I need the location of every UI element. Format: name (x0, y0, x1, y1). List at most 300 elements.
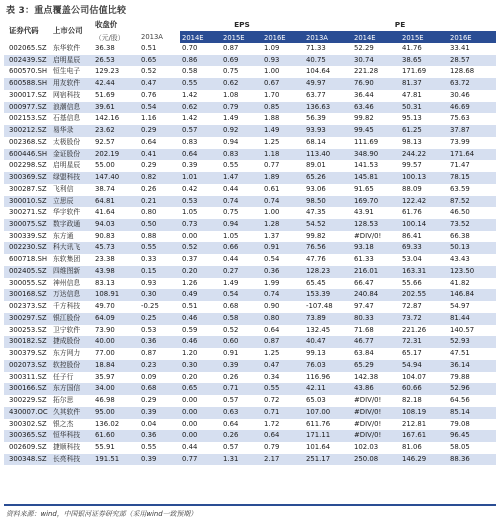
pe-2014-cell: 63.46 (352, 102, 400, 114)
close-price-cell: 39.61 (93, 102, 139, 114)
pe-2014-cell: 63.84 (352, 348, 400, 360)
pe-2015-cell: 146.29 (400, 454, 448, 466)
stock-code-cell: 002230.SZ (4, 242, 53, 254)
pe-2015-cell: 41.76 (400, 43, 448, 55)
pe-2015-cell: 88.09 (400, 184, 448, 196)
eps-2013-cell: 0.80 (139, 207, 180, 219)
eps-2014-cell: 0.58 (180, 66, 221, 78)
table-row (4, 78, 496, 90)
eps-2016-cell: 0.80 (262, 313, 304, 325)
eps-2015-cell: 1.05 (221, 231, 262, 243)
eps-2015-cell: 0.94 (221, 219, 262, 231)
close-price-cell: 26.53 (93, 55, 139, 67)
pe-2014-cell: #DIV/0! (352, 407, 400, 419)
eps-2014-cell: 0.64 (180, 149, 221, 161)
close-price-cell: 92.57 (93, 137, 139, 149)
table-row (4, 383, 496, 395)
eps-2013-cell: 0.21 (139, 196, 180, 208)
pe-2014-cell: 348.90 (352, 149, 400, 161)
pe-2014-cell: 221.28 (352, 66, 400, 78)
pe-2014-cell: 66.47 (352, 278, 400, 290)
pe-2015-cell: 53.04 (400, 254, 448, 266)
pe-2016-cell: 43.43 (448, 254, 496, 266)
pe-2015-cell: 100.14 (400, 219, 448, 231)
pe-2013-cell: 98.50 (304, 196, 352, 208)
eps-2015-cell: 0.55 (221, 160, 262, 172)
pe-2013-cell: 40.75 (304, 55, 352, 67)
pe-2015-cell: 95.13 (400, 113, 448, 125)
pe-2015-cell: 163.31 (400, 266, 448, 278)
pe-2014-cell: 169.70 (352, 196, 400, 208)
table-row (4, 113, 496, 125)
table-row (4, 442, 496, 454)
pe-2014-cell: 30.74 (352, 55, 400, 67)
stock-code-cell: 002405.SZ (4, 266, 53, 278)
pe-2014-cell: 128.53 (352, 219, 400, 231)
eps-2015-cell: 0.57 (221, 442, 262, 454)
company-name-cell: 千方科技 (53, 301, 93, 313)
eps-2013-cell: 0.82 (139, 172, 180, 184)
stock-code-cell: 600570.SH (4, 66, 53, 78)
stock-code-cell: 300271.SZ (4, 207, 53, 219)
pe-2013-cell: 89.01 (304, 160, 352, 172)
stock-code-cell: 600718.SH (4, 254, 53, 266)
eps-2015-cell: 0.63 (221, 407, 262, 419)
close-price-cell: 136.02 (93, 419, 139, 431)
eps-2014-cell: 0.37 (180, 254, 221, 266)
stock-code-cell: 300379.SZ (4, 348, 53, 360)
close-price-cell: 55.91 (93, 442, 139, 454)
close-price-cell: 95.00 (93, 407, 139, 419)
pe-2015-cell: 221.26 (400, 325, 448, 337)
stock-code-cell: 300339.SZ (4, 231, 53, 243)
company-name-cell: 长亮科技 (53, 454, 93, 466)
pe-2014-cell: 145.81 (352, 172, 400, 184)
eps-2014-cell: 0.77 (180, 454, 221, 466)
pe-2016-cell: 33.41 (448, 43, 496, 55)
pe-2014-cell: #DIV/0! (352, 419, 400, 431)
stock-code-cell: 300287.SZ (4, 184, 53, 196)
pe-2013-cell: 68.14 (304, 137, 352, 149)
eps-2013-cell: 0.50 (139, 219, 180, 231)
eps-2013-cell: 1.16 (139, 113, 180, 125)
table-row (4, 184, 496, 196)
eps-2013-cell: 0.76 (139, 90, 180, 102)
pe-2015-cell: 122.42 (400, 196, 448, 208)
stock-code-cell: 300212.SZ (4, 125, 53, 137)
eps-2014-cell: 1.26 (180, 278, 221, 290)
eps-2016-cell: 0.64 (262, 325, 304, 337)
eps-2015-cell: 0.54 (221, 289, 262, 301)
header-code: 证券代码 (4, 17, 53, 43)
eps-2013-cell: 0.04 (139, 419, 180, 431)
pe-2014-cell: 216.01 (352, 266, 400, 278)
pe-2013-cell: 76.56 (304, 242, 352, 254)
stock-code-cell: 300182.SZ (4, 336, 53, 348)
eps-2013-cell: 0.88 (139, 231, 180, 243)
source-note: 资料来源：wind，中国银河证券研究部（采用wind一致预期） (6, 510, 198, 518)
eps-2013-cell: 0.93 (139, 278, 180, 290)
eps-2013-cell: 0.39 (139, 454, 180, 466)
pe-2015-cell: 73.72 (400, 313, 448, 325)
close-price-cell: 45.73 (93, 242, 139, 254)
eps-2014-cell: 0.42 (180, 184, 221, 196)
company-name-cell: 飞利信 (53, 184, 93, 196)
pe-2016-cell: 96.45 (448, 430, 496, 442)
close-price-cell: 43.98 (93, 266, 139, 278)
table-row (4, 348, 496, 360)
eps-2015-cell: 0.57 (221, 395, 262, 407)
eps-2014-cell: 0.20 (180, 372, 221, 384)
eps-2014-cell: 1.05 (180, 207, 221, 219)
table-row (4, 231, 496, 243)
eps-2014-cell: 0.65 (180, 383, 221, 395)
close-price-cell: 42.44 (93, 78, 139, 90)
pe-2015-cell: 98.13 (400, 137, 448, 149)
eps-2014-cell: 1.01 (180, 172, 221, 184)
company-name-cell: 恒生电子 (53, 66, 93, 78)
close-price-cell: 202.19 (93, 149, 139, 161)
pe-2016-cell: 79.88 (448, 372, 496, 384)
stock-code-cell: 002439.SZ (4, 55, 53, 67)
pe-2016-cell: 73.52 (448, 219, 496, 231)
pe-2013-cell: 65.03 (304, 395, 352, 407)
eps-2015-cell: 0.74 (221, 196, 262, 208)
table-row (4, 149, 496, 161)
pe-2014-cell: 43.86 (352, 383, 400, 395)
table-row (4, 430, 496, 442)
eps-2016-cell: 1.00 (262, 66, 304, 78)
table-row (4, 55, 496, 67)
close-price-cell: 94.03 (93, 219, 139, 231)
pe-2016-cell: 66.38 (448, 231, 496, 243)
header-eps: EPS (180, 17, 304, 32)
table-title: 表 3：重点覆盖公司估值比较 (6, 6, 127, 16)
pe-2016-cell: 63.72 (448, 78, 496, 90)
table-row (4, 66, 496, 78)
pe-2016-cell: 54.97 (448, 301, 496, 313)
company-name-cell: 金证股份 (53, 149, 93, 161)
stock-code-cell: 300348.SZ (4, 454, 53, 466)
pe-2016-cell: 87.52 (448, 196, 496, 208)
header-eps-2013: 2013A (139, 32, 180, 44)
stock-code-cell: 300365.SZ (4, 430, 53, 442)
header-pe-2013: 2013A (304, 32, 352, 44)
pe-2014-cell: 36.44 (352, 90, 400, 102)
stock-code-cell: 300253.SZ (4, 325, 53, 337)
eps-2016-cell: 0.77 (262, 160, 304, 172)
eps-2016-cell: 0.72 (262, 395, 304, 407)
header-blank (139, 17, 180, 32)
eps-2016-cell: 0.87 (262, 336, 304, 348)
stock-code-cell: 002153.SZ (4, 113, 53, 125)
eps-2014-cell: 1.42 (180, 113, 221, 125)
close-price-cell: 46.98 (93, 395, 139, 407)
eps-2016-cell: 1.89 (262, 172, 304, 184)
pe-2014-cell: 99.82 (352, 113, 400, 125)
pe-2013-cell: 71.33 (304, 43, 352, 55)
company-name-cell: 东方网力 (53, 348, 93, 360)
eps-2013-cell: 0.54 (139, 102, 180, 114)
valuation-table (4, 17, 496, 465)
pe-2013-cell: 99.13 (304, 348, 352, 360)
pe-2015-cell: 171.69 (400, 66, 448, 78)
table-row (4, 454, 496, 466)
company-name-cell: 卫宁软件 (53, 325, 93, 337)
eps-2015-cell: 0.79 (221, 102, 262, 114)
pe-2014-cell: 91.65 (352, 184, 400, 196)
table-row (4, 419, 496, 431)
eps-2016-cell: 0.71 (262, 407, 304, 419)
table-row (4, 219, 496, 231)
eps-2016-cell: 1.99 (262, 278, 304, 290)
close-price-cell: 83.13 (93, 278, 139, 290)
pe-2013-cell: 65.45 (304, 278, 352, 290)
pe-2015-cell: 81.06 (400, 442, 448, 454)
eps-2013-cell: 0.47 (139, 78, 180, 90)
pe-2016-cell: 46.69 (448, 102, 496, 114)
close-price-cell: 55.00 (93, 160, 139, 172)
eps-2015-cell: 0.87 (221, 43, 262, 55)
stock-code-cell: 300017.SZ (4, 90, 53, 102)
close-price-cell: 129.23 (93, 66, 139, 78)
pe-2016-cell: 63.59 (448, 184, 496, 196)
eps-2016-cell: 1.49 (262, 125, 304, 137)
eps-2015-cell: 0.26 (221, 372, 262, 384)
pe-2014-cell: 65.29 (352, 360, 400, 372)
pe-2013-cell: 56.39 (304, 113, 352, 125)
eps-2014-cell: 0.86 (180, 55, 221, 67)
close-price-cell: 18.84 (93, 360, 139, 372)
eps-2015-cell: 0.62 (221, 78, 262, 90)
eps-2015-cell: 0.68 (221, 301, 262, 313)
eps-2014-cell: 0.44 (180, 442, 221, 454)
pe-2015-cell: 108.19 (400, 407, 448, 419)
header-pe-2016: 2016E (448, 32, 496, 44)
eps-2013-cell: 0.65 (139, 55, 180, 67)
company-name-cell: 太极股份 (53, 137, 93, 149)
eps-2014-cell: 0.53 (180, 196, 221, 208)
stock-code-cell: 300168.SZ (4, 289, 53, 301)
company-name-cell: 捷成股份 (53, 336, 93, 348)
header-pe-2015: 2015E (400, 32, 448, 44)
close-price-cell: 49.70 (93, 301, 139, 313)
stock-code-cell: 600588.SH (4, 78, 53, 90)
eps-2016-cell: 1.25 (262, 137, 304, 149)
company-name-cell: 用友软件 (53, 78, 93, 90)
stock-code-cell: 002298.SZ (4, 160, 53, 172)
stock-code-cell: 300302.SZ (4, 419, 53, 431)
company-name-cell: 银江股份 (53, 313, 93, 325)
pe-2015-cell: 61.25 (400, 125, 448, 137)
pe-2015-cell: 86.41 (400, 231, 448, 243)
company-name-cell: 绿盟科技 (53, 172, 93, 184)
pe-2014-cell: 111.69 (352, 137, 400, 149)
eps-2016-cell: 0.47 (262, 360, 304, 372)
company-name-cell: 东方通 (53, 231, 93, 243)
stock-code-cell: 430007.OC (4, 407, 53, 419)
company-name-cell: 久其软件 (53, 407, 93, 419)
company-name-cell: 任子行 (53, 372, 93, 384)
pe-2016-cell: 123.50 (448, 266, 496, 278)
eps-2016-cell: 1.25 (262, 348, 304, 360)
eps-2013-cell: 0.33 (139, 254, 180, 266)
header-name: 上市公司 (53, 17, 93, 43)
eps-2015-cell: 1.49 (221, 278, 262, 290)
eps-2013-cell: 0.53 (139, 325, 180, 337)
eps-2015-cell: 0.44 (221, 254, 262, 266)
close-price-cell: 147.40 (93, 172, 139, 184)
pe-2016-cell: 30.46 (448, 90, 496, 102)
close-price-cell: 142.16 (93, 113, 139, 125)
eps-2014-cell: 0.51 (180, 301, 221, 313)
table-row (4, 336, 496, 348)
eps-2015-cell: 0.71 (221, 383, 262, 395)
pe-2013-cell: 104.64 (304, 66, 352, 78)
eps-2016-cell: 0.67 (262, 78, 304, 90)
pe-2016-cell: 46.50 (448, 207, 496, 219)
pe-2016-cell: 75.63 (448, 113, 496, 125)
eps-2014-cell: 0.46 (180, 313, 221, 325)
eps-2014-cell: 0.30 (180, 360, 221, 372)
pe-2015-cell: 81.37 (400, 78, 448, 90)
table-row (4, 102, 496, 114)
pe-2016-cell: 85.14 (448, 407, 496, 419)
pe-2014-cell: #DIV/0! (352, 430, 400, 442)
eps-2016-cell: 0.91 (262, 242, 304, 254)
close-price-cell: 73.90 (93, 325, 139, 337)
header-pe: PE (304, 17, 496, 32)
pe-2014-cell: 142.38 (352, 372, 400, 384)
eps-2013-cell: 0.26 (139, 184, 180, 196)
company-name-cell: 恒华科技 (53, 430, 93, 442)
table-row (4, 301, 496, 313)
pe-2014-cell: 71.68 (352, 325, 400, 337)
header-eps-2014: 2014E (180, 32, 221, 44)
table-bottom-rule (4, 504, 496, 506)
pe-2016-cell: 79.08 (448, 419, 496, 431)
header-eps-2015: 2015E (221, 32, 262, 44)
eps-2013-cell: 0.09 (139, 372, 180, 384)
pe-2014-cell: #DIV/0! (352, 231, 400, 243)
company-name-cell: 华宇软件 (53, 207, 93, 219)
table-row (4, 125, 496, 137)
table-row (4, 266, 496, 278)
pe-2015-cell: 72.31 (400, 336, 448, 348)
pe-2014-cell: 141.53 (352, 160, 400, 172)
eps-2013-cell: 0.55 (139, 242, 180, 254)
eps-2016-cell: 0.85 (262, 102, 304, 114)
eps-2013-cell: 0.39 (139, 407, 180, 419)
eps-2014-cell: 0.20 (180, 266, 221, 278)
pe-2016-cell: 58.05 (448, 442, 496, 454)
pe-2016-cell: 78.15 (448, 172, 496, 184)
close-price-cell: 36.38 (93, 43, 139, 55)
pe-2013-cell: 113.40 (304, 149, 352, 161)
header-pe-2014: 2014E (352, 32, 400, 44)
eps-2016-cell: 2.17 (262, 454, 304, 466)
company-name-cell: 易华录 (53, 125, 93, 137)
pe-2015-cell: 55.66 (400, 278, 448, 290)
pe-2015-cell: 69.33 (400, 242, 448, 254)
table-body (4, 43, 496, 465)
company-name-cell: 银之杰 (53, 419, 93, 431)
pe-2016-cell: 50.13 (448, 242, 496, 254)
eps-2014-cell: 0.00 (180, 231, 221, 243)
table-row (4, 372, 496, 384)
company-name-cell: 东华软件 (53, 43, 93, 55)
eps-2014-cell: 0.00 (180, 395, 221, 407)
eps-2016-cell: 0.54 (262, 254, 304, 266)
table-row (4, 289, 496, 301)
close-price-cell: 191.51 (93, 454, 139, 466)
eps-2016-cell: 0.36 (262, 266, 304, 278)
pe-2013-cell: 47.76 (304, 254, 352, 266)
eps-2013-cell: 0.23 (139, 360, 180, 372)
stock-code-cell: 600446.SH (4, 149, 53, 161)
pe-2013-cell: 153.39 (304, 289, 352, 301)
header-row-groups (4, 17, 496, 32)
eps-2015-cell: 0.27 (221, 266, 262, 278)
eps-2015-cell: 0.44 (221, 184, 262, 196)
company-name-cell: 科大讯飞 (53, 242, 93, 254)
company-name-cell: 启明星辰 (53, 55, 93, 67)
eps-2014-cell: 0.00 (180, 407, 221, 419)
pe-2015-cell: 82.18 (400, 395, 448, 407)
pe-2016-cell: 41.82 (448, 278, 496, 290)
pe-2013-cell: 107.00 (304, 407, 352, 419)
eps-2014-cell: 0.70 (180, 43, 221, 55)
pe-2013-cell: 611.76 (304, 419, 352, 431)
pe-2015-cell: 104.07 (400, 372, 448, 384)
table-row (4, 254, 496, 266)
eps-2013-cell: 0.29 (139, 160, 180, 172)
table-row (4, 360, 496, 372)
eps-2013-cell: 0.36 (139, 430, 180, 442)
pe-2013-cell: 76.03 (304, 360, 352, 372)
eps-2013-cell: 0.36 (139, 336, 180, 348)
close-price-cell: 38.74 (93, 184, 139, 196)
pe-2013-cell: 42.11 (304, 383, 352, 395)
stock-code-cell: 002609.SZ (4, 442, 53, 454)
pe-2013-cell: 93.06 (304, 184, 352, 196)
stock-code-cell: 300369.SZ (4, 172, 53, 184)
company-name-cell: 软控股份 (53, 360, 93, 372)
close-price-cell: 35.97 (93, 372, 139, 384)
pe-2013-cell: 47.35 (304, 207, 352, 219)
pe-2013-cell: 73.89 (304, 313, 352, 325)
eps-2016-cell: 0.55 (262, 383, 304, 395)
eps-2014-cell: 0.39 (180, 160, 221, 172)
pe-2013-cell: 40.47 (304, 336, 352, 348)
eps-2016-cell: 1.18 (262, 149, 304, 161)
eps-2015-cell: 0.91 (221, 348, 262, 360)
close-price-cell: 61.60 (93, 430, 139, 442)
table-row (4, 395, 496, 407)
pe-2016-cell: 71.47 (448, 160, 496, 172)
eps-2016-cell: 0.93 (262, 55, 304, 67)
pe-2014-cell: 99.45 (352, 125, 400, 137)
pe-2016-cell: 128.68 (448, 66, 496, 78)
eps-2015-cell: 1.08 (221, 90, 262, 102)
company-name-cell: 网宿科技 (53, 90, 93, 102)
eps-2014-cell: 0.52 (180, 242, 221, 254)
eps-2014-cell: 0.57 (180, 125, 221, 137)
pe-2014-cell: 46.77 (352, 336, 400, 348)
eps-2014-cell: 0.83 (180, 137, 221, 149)
pe-2014-cell: 43.91 (352, 207, 400, 219)
table-row (4, 43, 496, 55)
